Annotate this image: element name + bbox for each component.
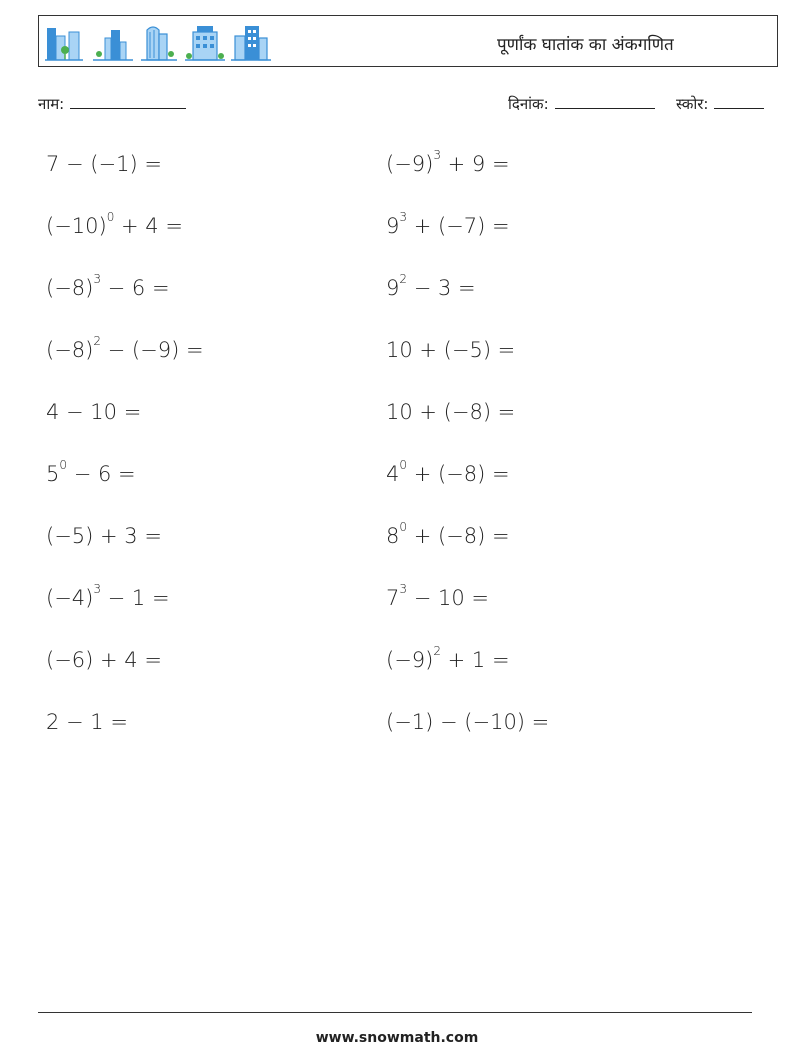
problem-item [386, 458, 510, 486]
name-label: नाम: [38, 95, 65, 113]
problem-item [46, 400, 141, 424]
problem-base: 9 [386, 214, 400, 238]
problem-item [46, 334, 204, 362]
problem-base: (−4) [46, 586, 94, 610]
problem-base: 2 − 1 = [46, 710, 128, 734]
problem-item [46, 210, 183, 238]
problem-item [46, 582, 170, 610]
problem-base: 10 + (−8) = [386, 400, 516, 424]
problem-exponent: 3 [399, 210, 408, 224]
problem-exponent: 0 [106, 210, 115, 224]
problem-base: (−5) + 3 = [46, 524, 162, 548]
problem-rest: + (−7) = [407, 214, 510, 238]
problem-exponent: 3 [433, 148, 441, 162]
problem-exponent: 0 [399, 458, 408, 472]
problem-base: 4 [386, 462, 400, 486]
footer-rule [38, 1012, 752, 1013]
problem-base: 5 [46, 462, 60, 486]
problem-rest: − 3 = [407, 276, 476, 300]
problem-exponent: 3 [93, 272, 101, 286]
problem-exponent: 3 [399, 582, 408, 596]
problem-item [46, 524, 162, 548]
problem-exponent: 2 [433, 644, 441, 658]
problem-rest: + (−8) = [407, 524, 510, 548]
building-icon [139, 22, 179, 62]
problem-base: (−10) [46, 214, 107, 238]
problem-base: (−9) [386, 152, 434, 176]
problem-base: 4 − 10 = [46, 400, 142, 424]
problem-item [386, 582, 489, 610]
building-icon [231, 22, 271, 62]
building-icon [45, 22, 85, 62]
problem-base: (−6) + 4 = [46, 648, 162, 672]
problem-base: (−8) [46, 276, 94, 300]
score-blank[interactable] [714, 94, 764, 109]
problem-rest: − 1 = [100, 586, 170, 610]
problem-item [386, 400, 515, 424]
problem-exponent: 0 [399, 520, 408, 534]
problem-base: (−9) [386, 648, 434, 672]
problem-base: 9 [386, 276, 400, 300]
building-icon [93, 22, 133, 62]
problem-rest: − 6 = [67, 462, 136, 486]
problem-exponent: 0 [59, 458, 68, 472]
problem-exponent: 2 [399, 272, 408, 286]
problem-base: 7 [386, 586, 400, 610]
header-box [38, 15, 778, 67]
problem-item [46, 272, 170, 300]
problem-item [386, 210, 510, 238]
page-title: पूर्णांक घातांक का अंकगणित [497, 35, 674, 55]
problem-item [386, 520, 510, 548]
problem-item [46, 152, 162, 176]
problem-base: 10 + (−5) = [386, 338, 516, 362]
problem-item [46, 648, 162, 672]
problem-base: (−8) [46, 338, 94, 362]
name-field [38, 94, 186, 114]
name-blank[interactable] [70, 94, 186, 109]
problem-rest: + 4 = [114, 214, 183, 238]
problem-item [386, 644, 510, 672]
problem-item [386, 710, 549, 734]
problem-rest: + (−8) = [407, 462, 510, 486]
date-blank[interactable] [555, 94, 655, 109]
problem-base: 7 − (−1) = [46, 152, 162, 176]
problem-item [46, 710, 128, 734]
problem-rest: + 9 = [440, 152, 510, 176]
problem-base: 8 [386, 524, 400, 548]
problem-rest: − (−9) = [100, 338, 204, 362]
problem-exponent: 3 [93, 582, 101, 596]
problem-base: (−1) − (−10) = [386, 710, 550, 734]
problem-exponent: 2 [93, 334, 101, 348]
date-label: दिनांक: [508, 95, 549, 113]
problem-rest: − 6 = [100, 276, 170, 300]
problem-item [386, 338, 515, 362]
date-field [508, 94, 655, 114]
footer-site: www.snowmath.com [315, 1030, 479, 1046]
score-field [676, 94, 764, 114]
problem-item [386, 272, 476, 300]
problem-item [386, 148, 510, 176]
problem-rest: − 10 = [407, 586, 489, 610]
building-icon [185, 22, 225, 62]
problem-rest: + 1 = [440, 648, 510, 672]
score-label: स्कोर: [676, 95, 709, 113]
problem-item [46, 458, 136, 486]
